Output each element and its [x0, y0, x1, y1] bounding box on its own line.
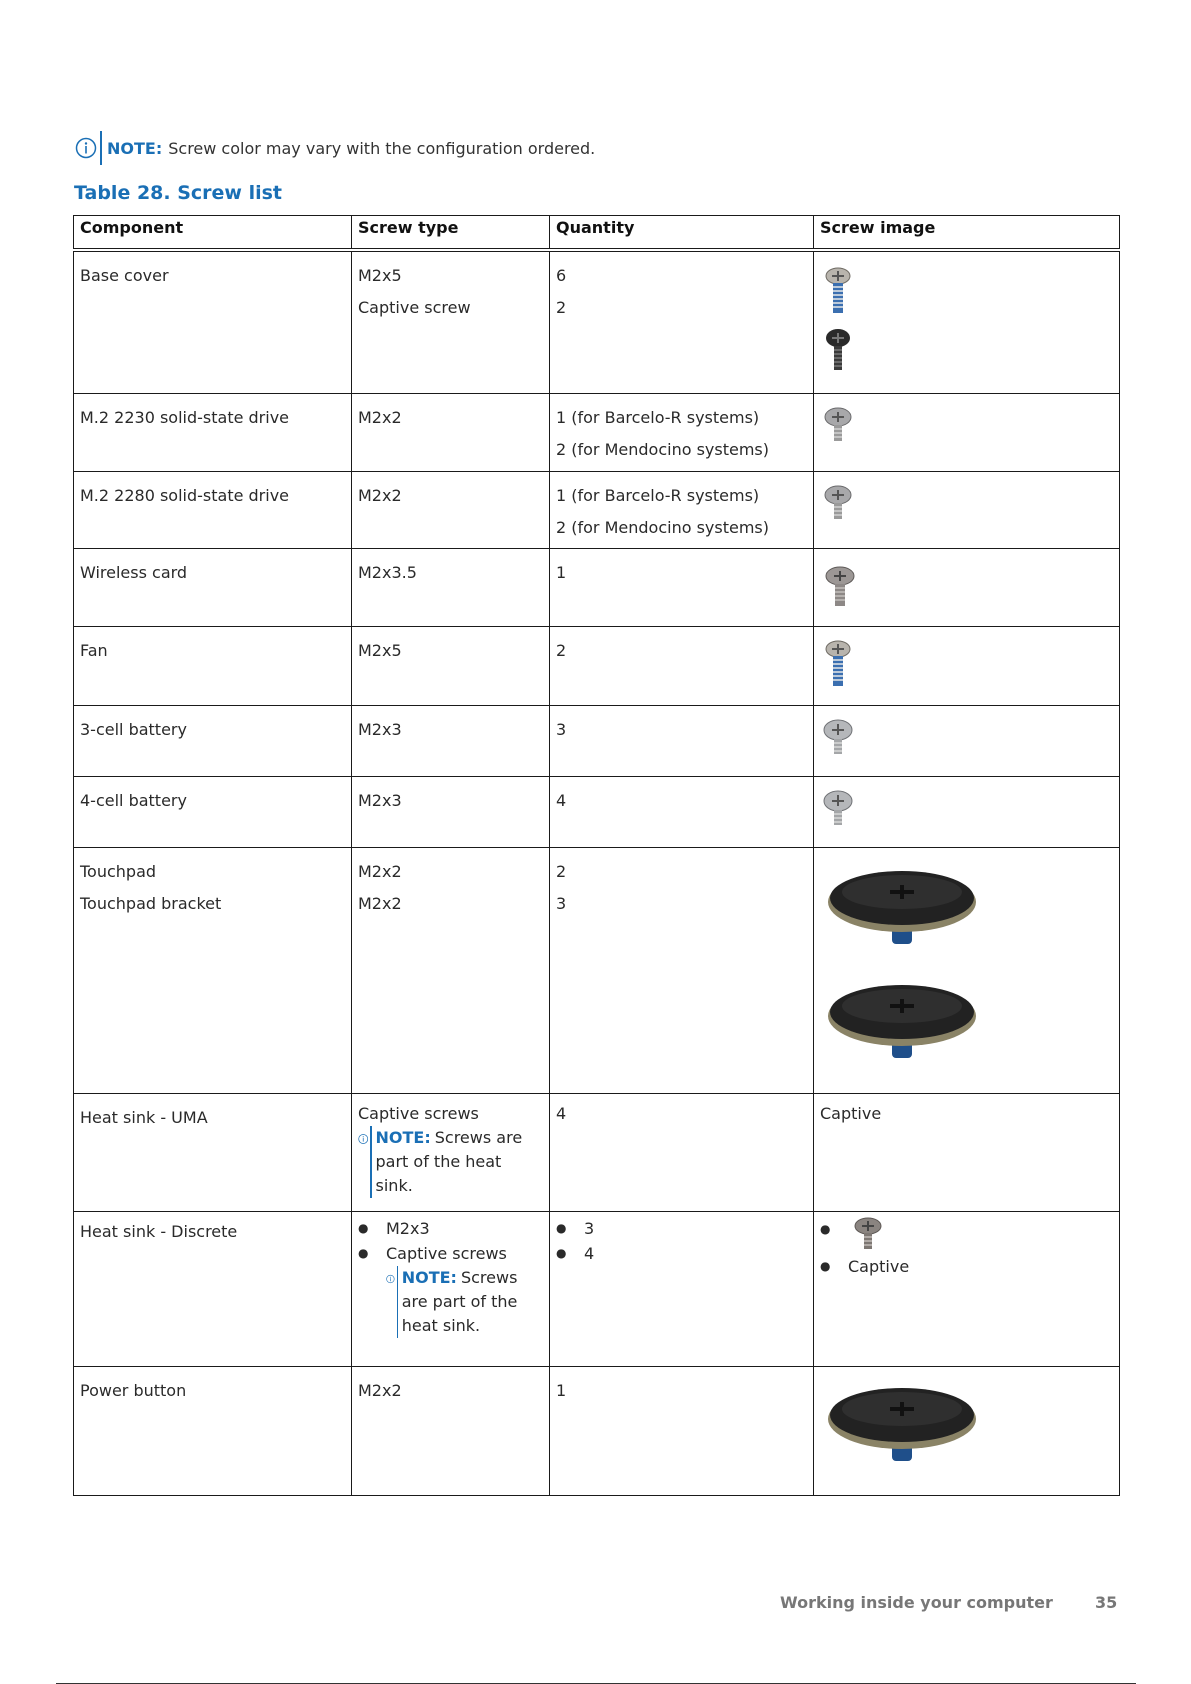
component-name: Fan [80, 640, 108, 660]
note-body: Screws are part of the heat sink. [375, 1127, 523, 1195]
note-label: NOTE: [401, 1267, 457, 1287]
component-name: M.2 2230 solid-state drive [80, 407, 290, 427]
component-name: Wireless card [80, 562, 188, 582]
bullet-item: ● 3 [556, 1216, 807, 1241]
note-divider [370, 1126, 371, 1198]
component-name: 4-cell battery [80, 790, 187, 810]
screw-image-cell [814, 705, 1120, 776]
quantity-cell [550, 548, 814, 626]
quantity: 3 [556, 719, 567, 739]
table-row [74, 1366, 1120, 1495]
screw-type-cell [352, 1366, 550, 1495]
component-cell [74, 548, 352, 626]
component-cell [74, 705, 352, 776]
note-label: NOTE: [375, 1127, 431, 1147]
note-text [376, 1126, 543, 1198]
component-name: Heat sink - Discrete [80, 1221, 238, 1241]
small-silver-screw-icon [820, 484, 860, 526]
quantity-cell [550, 847, 814, 1093]
quantity: 3 [556, 893, 567, 913]
table-row [74, 626, 1120, 705]
component-name: Power button [80, 1380, 187, 1400]
screw-type: M2x3.5 [358, 562, 417, 582]
table-row [74, 705, 1120, 776]
table-title: Table 28. Screw list [74, 182, 283, 204]
info-icon [75, 137, 97, 159]
screw-image-cell [814, 1366, 1120, 1495]
quantity: 2 (for Mendocino systems) [556, 517, 770, 537]
silver-screw-icon [820, 718, 860, 762]
screw-image-cell [814, 471, 1120, 548]
screw-type: M2x2 [358, 407, 402, 427]
black-screw-icon [820, 326, 860, 376]
component-cell [74, 1093, 352, 1211]
screw-type: M2x3 [358, 790, 402, 810]
quantity: 1 [556, 562, 567, 582]
screw-type-cell [352, 626, 550, 705]
info-icon [358, 1129, 368, 1149]
quantity-cell [550, 776, 814, 847]
large-black-screw-icon [820, 862, 980, 962]
screw-type: M2x2 [358, 893, 402, 913]
cell-note [386, 1266, 543, 1338]
note-divider [100, 131, 102, 165]
table-row [74, 1093, 1120, 1211]
quantity: 6 [556, 266, 567, 285]
page-number: 35 [1095, 1593, 1118, 1612]
component-cell [74, 393, 352, 471]
bullet-item: ● Captive [820, 1254, 1113, 1279]
screw-type: M2x2 [358, 485, 402, 505]
screw-type: Captive screw [358, 298, 471, 317]
table-row [74, 847, 1120, 1093]
quantity-cell [550, 1366, 814, 1495]
screw-image-cell [814, 626, 1120, 705]
note-text [402, 1266, 543, 1338]
cell-note [358, 1126, 543, 1198]
quantity: 4 [556, 790, 567, 810]
note-body: Screws are part of the heat sink. [401, 1267, 518, 1335]
screw-type-cell [352, 776, 550, 847]
silver-blue-screw-icon [820, 266, 860, 322]
screw-type-cell [352, 250, 550, 393]
note-text: Screw color may vary with the configuration ordered. [168, 138, 596, 158]
component-cell [74, 250, 352, 393]
quantity-cell [550, 1093, 814, 1211]
large-black-screw-icon [820, 1379, 980, 1479]
quantity: 4 [556, 1103, 567, 1123]
screw-type-cell [352, 1211, 550, 1366]
component-name: Base cover [80, 266, 169, 285]
screw-type-cell [352, 393, 550, 471]
screw-type: M2x2 [358, 1380, 402, 1400]
screw-list-table [73, 215, 1120, 1496]
header-screw-image: Screw image [814, 216, 1120, 251]
small-brown-screw-icon [848, 1216, 888, 1254]
bullet-item [820, 1216, 1113, 1254]
silver-screw-icon [820, 789, 860, 833]
table-header-row [74, 216, 1120, 251]
component-cell [74, 626, 352, 705]
screw-type: M2x5 [358, 266, 402, 285]
silver-blue-screw-icon [820, 639, 860, 695]
note-label: NOTE: [107, 138, 163, 158]
note-divider [397, 1266, 398, 1338]
small-silver-screw-icon [820, 406, 860, 448]
component-cell [74, 847, 352, 1093]
table-row [74, 1211, 1120, 1366]
component-name: Touchpad [80, 861, 157, 881]
screw-type-cell [352, 548, 550, 626]
component-cell [74, 471, 352, 548]
quantity: 2 [556, 298, 567, 317]
bullet-item: ● 4 [556, 1241, 807, 1266]
quantity: 2 [556, 861, 567, 881]
screw-image-cell [814, 1093, 1120, 1211]
component-cell [74, 1366, 352, 1495]
header-component: Component [74, 216, 352, 251]
component-name: M.2 2280 solid-state drive [80, 485, 290, 505]
screw-image-cell [814, 548, 1120, 626]
screw-image-cell [814, 250, 1120, 393]
quantity: 1 (for Barcelo-R systems) [556, 407, 760, 427]
header-screw-type: Screw type [352, 216, 550, 251]
screw-type: M2x2 [358, 861, 402, 881]
quantity-cell [550, 393, 814, 471]
quantity: 2 [556, 640, 567, 660]
bullet-item: ● M2x3 [358, 1216, 543, 1241]
screw-type-cell [352, 847, 550, 1093]
header-quantity: Quantity [550, 216, 814, 251]
screw-type-cell [352, 1093, 550, 1211]
table-row [74, 776, 1120, 847]
screw-image-cell [814, 847, 1120, 1093]
screw-type-cell [352, 705, 550, 776]
component-name: 3-cell battery [80, 719, 187, 739]
large-black-screw-icon [820, 976, 980, 1076]
component-cell [74, 1211, 352, 1366]
screw-image-cell [814, 776, 1120, 847]
screw-type: M2x3 [358, 719, 402, 739]
quantity: 1 [556, 1380, 567, 1400]
quantity-cell [550, 471, 814, 548]
screw-image-cell [814, 1211, 1120, 1366]
screw-type-cell [352, 471, 550, 548]
silver-screw-icon [820, 565, 864, 613]
screw-type: M2x5 [358, 640, 402, 660]
note-callout [75, 131, 595, 165]
component-cell [74, 776, 352, 847]
table-row [74, 471, 1120, 548]
captive-label: Captive [820, 1103, 882, 1123]
quantity: 2 (for Mendocino systems) [556, 439, 770, 459]
quantity: 1 (for Barcelo-R systems) [556, 485, 760, 505]
quantity-cell [550, 250, 814, 393]
table-row [74, 250, 1120, 393]
table-row [74, 548, 1120, 626]
quantity-cell [550, 705, 814, 776]
bullet-item: ● Captive screws [358, 1241, 543, 1266]
info-icon [386, 1269, 395, 1289]
quantity-cell [550, 1211, 814, 1366]
quantity-cell [550, 626, 814, 705]
table-row [74, 393, 1120, 471]
screw-type: Captive screws [358, 1103, 479, 1123]
component-name: Touchpad bracket [80, 893, 222, 913]
component-name: Heat sink - UMA [80, 1107, 208, 1127]
footer-section-title: Working inside your computer [780, 1593, 1053, 1612]
screw-image-cell [814, 393, 1120, 471]
